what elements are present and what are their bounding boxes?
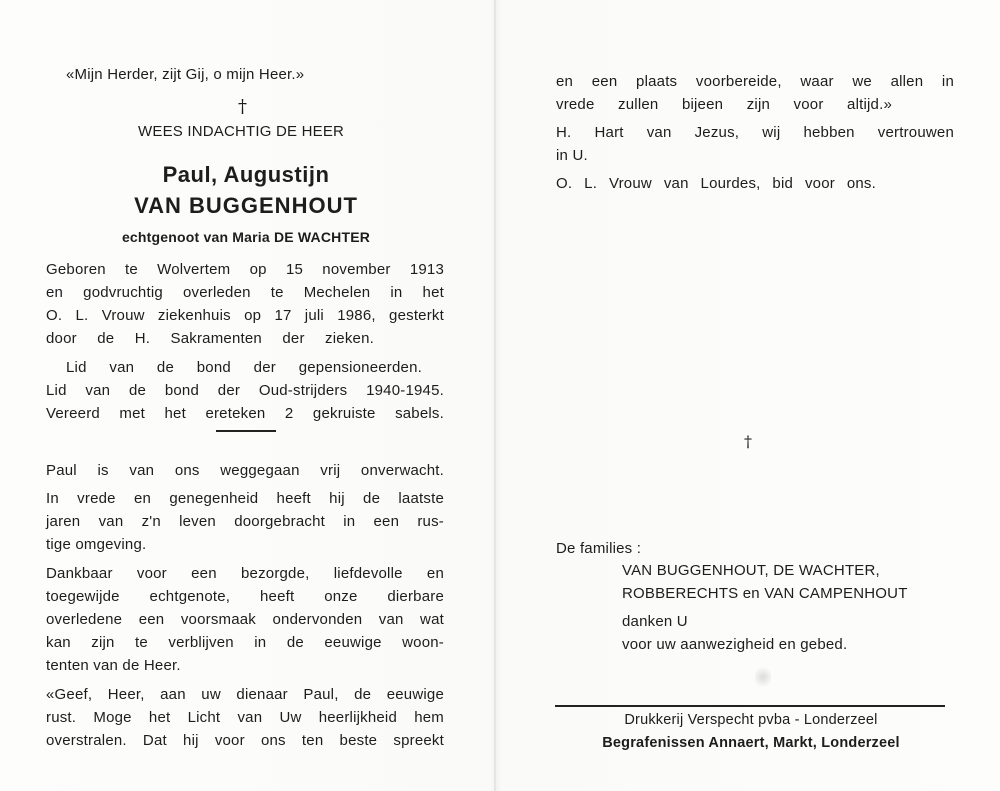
prayer-line: vrede zullen bijeen zijn voor altijd.» (556, 96, 892, 113)
verse-quote: «Mijn Herder, zijt Gij, o mijn Heer.» (66, 66, 305, 83)
cross-icon: † (744, 432, 752, 451)
paragraph-line: overledene een voorsmaak ondervonden van wat (46, 611, 444, 628)
spouse-line: echtgenoot van Maria DE WACHTER (121, 229, 371, 245)
bio-line: en godvruchtig overleden te Mechelen in het (46, 284, 444, 301)
paragraph-line: tige omgeving. (46, 536, 147, 553)
paragraph-line: overstralen. Dat hij voor ons ten beste spreekt (46, 732, 444, 749)
cross-icon: † (238, 96, 247, 117)
bio-line: Geboren te Wolvertem op 15 november 1913 (46, 261, 444, 278)
paragraph-line: Dankbaar voor een bezorgde, liefdevolle en (46, 565, 444, 582)
paragraph-line: jaren van z'n leven doorgebracht in een rus- (46, 513, 444, 530)
families-name: ROBBERECHTS en VAN CAMPENHOUT (622, 585, 908, 602)
paragraph-line: toegewijde echtgenote, heeft onze dierbare (46, 588, 444, 605)
paragraph-line: rust. Moge het Licht van Uw heerlijkheid hem (46, 709, 444, 726)
heart-line: in U. (556, 147, 588, 164)
member-line: Lid van de bond der gepensioneerden. (66, 359, 422, 376)
paragraph-line: tenten van de Heer. (46, 657, 181, 674)
bio-line: O. L. Vrouw ziekenhuis op 17 juli 1986, gesterkt (46, 307, 444, 324)
paragraph-line: Paul is van ons weggegaan vrij onverwacht. (46, 462, 444, 479)
paragraph-line: In vrede en genegenheid heeft hij de laatste (46, 490, 444, 507)
remember-heading: WEES INDACHTIG DE HEER (138, 123, 345, 140)
thanks-line: danken U (622, 613, 688, 630)
bio-line: door de H. Sakramenten der zieken. (46, 330, 374, 347)
families-name: VAN BUGGENHOUT, DE WACHTER, (622, 562, 880, 579)
funeral-line: Begrafenissen Annaert, Markt, Londerzeel (602, 735, 900, 751)
prayer-line: en een plaats voorbereide, waar we allen in (556, 73, 954, 90)
ink-smudge (755, 665, 771, 689)
paragraph-line: «Geef, Heer, aan uw dienaar Paul, de eeuwige (46, 686, 444, 703)
card-fold (494, 0, 496, 791)
first-names: Paul, Augustijn (162, 162, 330, 187)
paragraph-line: kan zijn te verblijven in de eeuwige woon- (46, 634, 444, 651)
thanks-line: voor uw aanwezigheid en gebed. (622, 636, 848, 653)
member-line: Lid van de bond der Oud-strijders 1940-1945. (46, 382, 444, 399)
printer-rule (555, 705, 945, 707)
member-line: Vereerd met het ereteken 2 gekruiste sabels. (46, 405, 444, 422)
heart-line: H. Hart van Jezus, wij hebben vertrouwen (556, 124, 954, 141)
surname: VAN BUGGENHOUT (134, 193, 358, 218)
lourdes-line: O. L. Vrouw van Lourdes, bid voor ons. (556, 175, 876, 192)
families-label: De families : (556, 540, 642, 557)
separator-line (216, 430, 276, 432)
printer-line: Drukkerij Verspecht pvba - Londerzeel (624, 712, 878, 728)
